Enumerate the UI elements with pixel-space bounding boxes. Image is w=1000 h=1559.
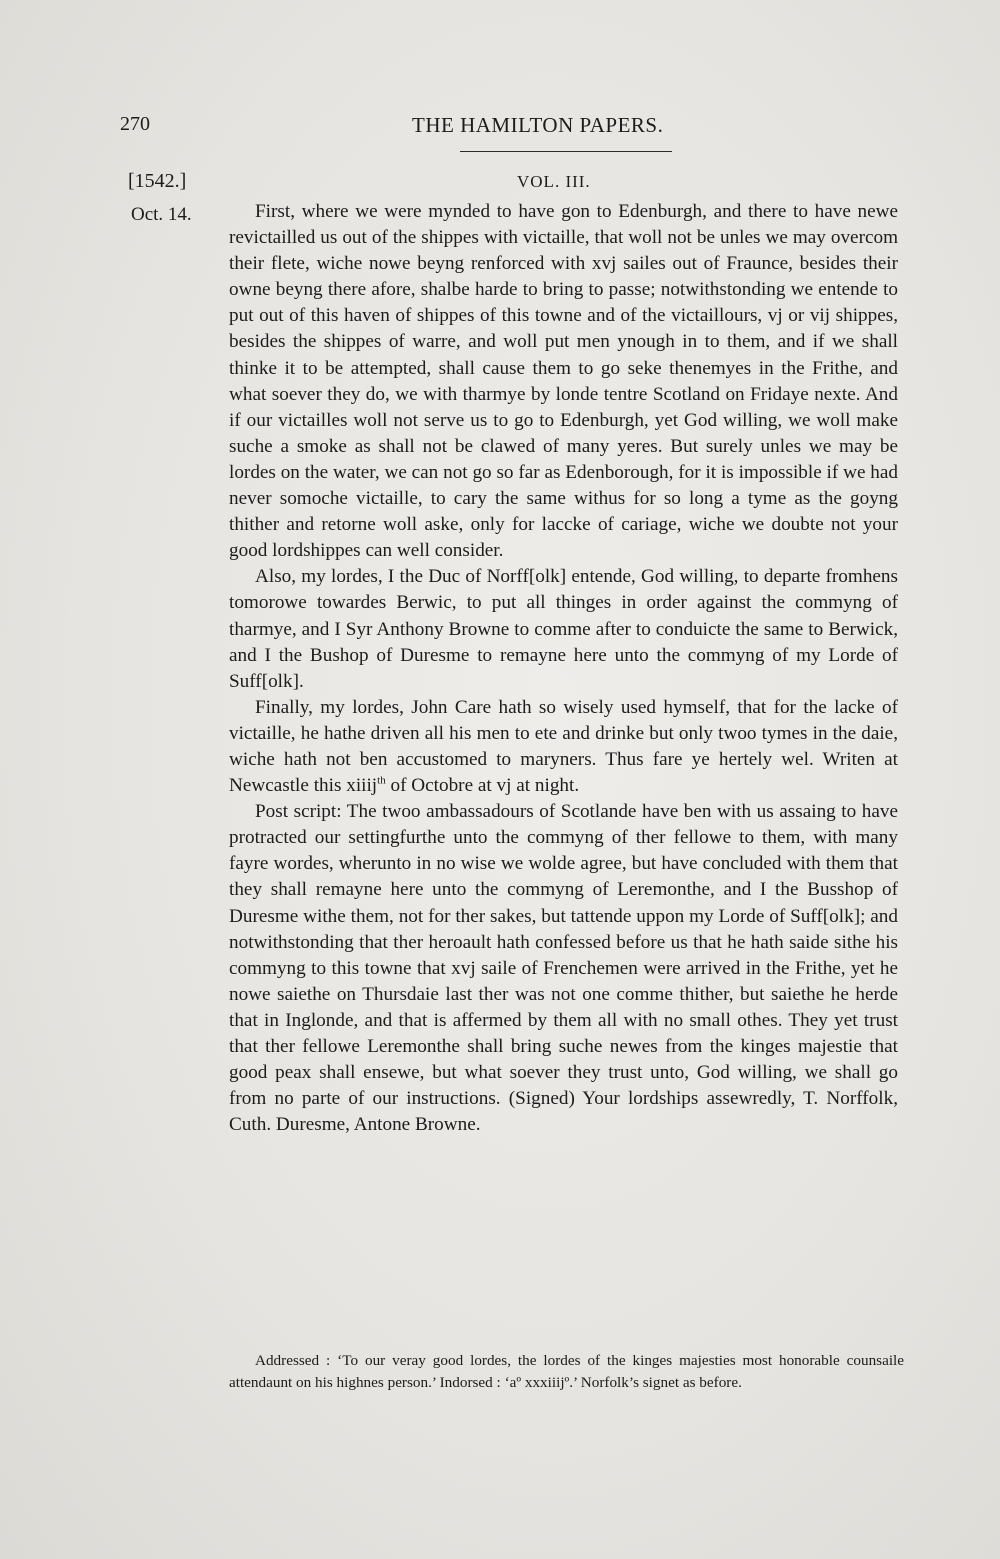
running-head [120,113,900,147]
ordinal-superscript: th [377,774,386,787]
paragraph-3-text: Finally, my lordes, John Care hath so wisely used hymself, that for the lacke of victaille, he hathe driven all his men to ete and drinke but only twoo tymes in the daie, wiche hath not ben accustomed to maryners. Thus fare ye hertely wel. Writen at Newcastle this xiiij [229,696,898,797]
paragraph-1: First, where we were mynded to have gon to Edenburgh, and there to have newe revictailled us out of the shippes with victaille, that woll not be unles we may overcom their flete, wiche nowe beyng renforced with xvj sailes out of Fraunce, besides their owne beyng there afore, shalbe harde to bring to passe; notwithstonding we entende to put out of this haven of shippes of this towne and of the victaillours, vj or vij shippes, besides the shippes of warre, and woll put men ynough in to them, and if we shall thinke it to be attempted, shall cause them to go seke thenemyes in the Frithe, and what soever they do, we with tharmye by londe tentre Scotland on Fridaye nexte. And if our victailles woll not serve us to go to Edenburgh, yet God willing, we woll make suche a smoke as shall not be clawed of many yeres. But surely unles we may be lordes on the water, we can not go so far as Edenborough, for it is impossible if we had never somoche victaille, to cary the same withus for so long a tyme as the goyng thither and retorne woll aske, only for laccke of cariage, wiche we doubte not your good lordshippes can well consider. [229,201,898,562]
year-label: [1542.] [128,170,187,192]
paragraph-3 [229,695,898,799]
page-title: THE HAMILTON PAPERS. [412,113,664,137]
page-number: 270 [120,113,150,135]
header-rule [460,151,672,152]
volume-label: VOL. III. [517,172,591,191]
postscript: Post script: The twoo ambassadours of Scotlande have ben with us assaing to have protracted our settingfurthe unto the commyng of ther fellowe to them, with many fayre wordes, wherunto in no wise we wolde agree, but have concluded with them that they shall remayne here unto the commyng of Leremonthe, and I the Busshop of Duresme withe them, not for ther sakes, but tattende uppon my Lorde of Suff[olk]; and notwithstonding that ther heroault hath confessed before us that he hath saide sithe his commyng to this towne that xvj saile of Frenchemen were arrived in the Frithe, yet he nowe saiethe on Thursdaie last ther was not one comme thither, but saiethe he herde that in Inglonde, and that is affermed by them all with no small othes. They yet trust that ther fellowe Leremonthe shall bring suche newes from the kinges majestie that good peax shall ensewe, but what soever they trust unto, God willing, we shall go from no parte of our instructions. (Signed) Your lordships assewredly, T. Norffolk, Cuth. Duresme, Antone Browne. [229,801,898,1136]
paragraph-2: Also, my lordes, I the Duc of Norff[olk] entende, God willing, to departe fromhens tomorowe towardes Berwic, to put all thinges in order against the commyng of tharmye, and I Syr Anthony Browne to comme after to conduicte the same to Berwick, and I the Bushop of Duresme to remayne here unto the commyng of my Lorde of Suff[olk]. [229,566,898,692]
date-margin-note: Oct. 14. [131,204,192,225]
address-note: Addressed : ‘To our veray good lordes, the lordes of the kinges majesties most honorable counsaile attendaunt on his highnes person.’ Indorsed : ‘aº xxxiiijº.’ Norfolk’s signet as before. [229,1352,904,1391]
letter-body [229,199,898,1138]
paragraph-3-tail: of Octobre at vj at night. [385,775,580,797]
